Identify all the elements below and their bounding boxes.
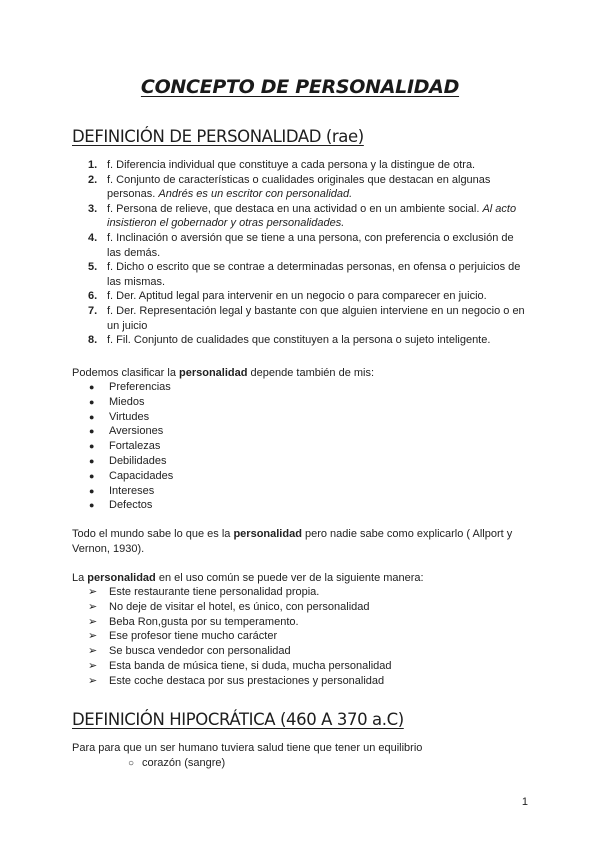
classify-item (88, 454, 173, 469)
common-use-intro (72, 571, 532, 586)
common-use-list (88, 585, 392, 689)
common-use-item-text: Ese profesor tiene mucho carácter (109, 630, 278, 643)
bullet-icon: ● (89, 500, 95, 511)
quote-text-end: pero nadie sabe como explicarlo ( Allport y Vernon, 1930). (72, 528, 513, 555)
bullet-icon: ● (89, 411, 95, 422)
arrow-icon: ➢ (88, 630, 98, 643)
classify-item (88, 410, 173, 425)
definition-item (88, 289, 526, 304)
classify-item-text: Capacidades (109, 469, 174, 482)
circle-icon: ○ (128, 758, 135, 769)
definitions-list (88, 158, 526, 348)
arrow-icon: ➢ (88, 586, 98, 598)
classify-intro (72, 366, 532, 381)
definition-text: f. Der. Aptitud legal para intervenir en un negocio o para comparecer en juicio. (107, 290, 487, 303)
definition-item (88, 333, 526, 348)
arrow-icon: ➢ (88, 645, 98, 658)
classify-item (88, 469, 173, 484)
definition-text: f. Diferencia individual que constituye a cada persona y la distingue de otra. (107, 159, 476, 171)
common-use-item-text: Este restaurante tiene personalidad propia. (109, 586, 320, 598)
common-use-bold: personalidad (87, 572, 156, 584)
definition-example: Al acto insistieron el gobernador y otras personalidades. (107, 202, 517, 230)
classify-item (88, 380, 173, 395)
classify-item-text: Virtudes (109, 410, 150, 423)
definition-text: f. Der. Representación legal y bastante con que alguien interviene en un negocio o en un juicio (107, 304, 525, 332)
definition-text: f. Persona de relieve, que destaca en una actividad o en un ambiente social. (107, 202, 483, 215)
definition-item (88, 173, 526, 202)
hipocratica-list (128, 756, 225, 771)
common-use-item (88, 600, 392, 615)
definition-number: 7. (88, 304, 98, 317)
arrow-icon: ➢ (88, 615, 98, 628)
definition-number: 2. (88, 173, 98, 186)
definition-example: Andrés es un escritor con personalidad. (158, 188, 353, 201)
quote-text: Todo el mundo sabe lo que es la (72, 528, 234, 540)
classify-item-text: Defectos (109, 499, 153, 512)
definition-number: 6. (88, 290, 98, 303)
common-use-item-text: Este coche destaca por sus prestaciones y personalidad (109, 674, 385, 687)
classify-item-text: Miedos (109, 395, 145, 408)
arrow-icon: ➢ (88, 659, 98, 672)
section-heading-rae: DEFINICIÓN DE PERSONALIDAD (rae) (72, 127, 364, 146)
arrow-icon: ➢ (88, 600, 98, 613)
common-use-item (88, 615, 392, 630)
classify-item (88, 484, 173, 499)
hipocratica-item (128, 756, 225, 771)
definition-text: f. Conjunto de características o cualidades originales que destacan en algunas personas. (107, 173, 491, 201)
definition-number: 3. (88, 202, 98, 215)
classify-item (88, 424, 173, 439)
classify-item (88, 395, 173, 410)
classify-intro-text-end: depende también de mis: (247, 367, 375, 379)
classify-list (88, 380, 173, 513)
common-use-item-text: Esta banda de música tiene, si duda, mucha personalidad (109, 659, 392, 672)
bullet-icon: ● (89, 455, 95, 466)
definition-item (88, 202, 526, 231)
quote-bold: personalidad (233, 528, 302, 540)
classify-item-text: Debilidades (109, 454, 167, 467)
bullet-icon: ● (89, 470, 95, 481)
common-use-item (88, 644, 392, 659)
definition-number: 1. (88, 159, 98, 171)
classify-item-text: Fortalezas (109, 440, 161, 453)
arrow-icon: ➢ (88, 674, 98, 687)
hipocratica-item-text: corazón (sangre) (142, 757, 226, 769)
bullet-icon: ● (89, 426, 95, 437)
definition-text: f. Inclinación o aversión que se tiene a una persona, con preferencia o exclusión de las demás. (107, 231, 514, 259)
bullet-icon: ● (89, 382, 95, 392)
classify-item-text: Aversiones (109, 425, 164, 438)
classify-item (88, 439, 173, 454)
classify-intro-text: Podemos clasificar la (72, 367, 179, 379)
common-use-item (88, 674, 392, 689)
definition-text: f. Fil. Conjunto de cualidades que constituyen a la persona o sujeto inteligente. (107, 334, 491, 347)
classify-item-text: Intereses (109, 484, 155, 497)
definition-item (88, 158, 526, 173)
quote-paragraph (72, 527, 532, 557)
common-use-item-text: Se busca vendedor con personalidad (109, 645, 291, 658)
common-use-item (88, 585, 392, 600)
common-use-text-end: en el uso común se puede ver de la siguiente manera: (155, 572, 424, 584)
page-number: 1 (521, 796, 528, 808)
definition-text: f. Dicho o escrito que se contrae a determinadas personas, en ofensa o perjuicios de las mismas. (107, 261, 521, 288)
bullet-icon: ● (89, 441, 95, 452)
classify-item (88, 498, 173, 513)
bullet-icon: ● (89, 396, 95, 407)
common-use-item (88, 659, 392, 674)
classify-intro-bold: personalidad (179, 367, 248, 379)
common-use-item-text: Beba Ron,gusta por su temperamento. (109, 615, 299, 628)
bullet-icon: ● (89, 485, 95, 496)
common-use-item (88, 629, 392, 644)
section-heading-hipocratica: DEFINICIÓN HIPOCRÁTICA (460 A 370 a.C) (72, 710, 404, 729)
definition-number: 8. (88, 334, 98, 347)
classify-item-text: Preferencias (109, 381, 171, 393)
page-title: CONCEPTO DE PERSONALIDAD (140, 76, 460, 98)
definition-number: 5. (88, 261, 98, 274)
definition-item (88, 304, 526, 333)
definition-item (88, 231, 526, 260)
definition-number: 4. (88, 231, 98, 244)
common-use-item-text: No deje de visitar el hotel, es único, con personalidad (109, 600, 370, 613)
common-use-text: La (72, 572, 88, 584)
hipocratica-intro: Para para que un ser humano tuviera salud tiene que tener un equilibrio (72, 742, 423, 754)
definition-item (88, 260, 526, 289)
